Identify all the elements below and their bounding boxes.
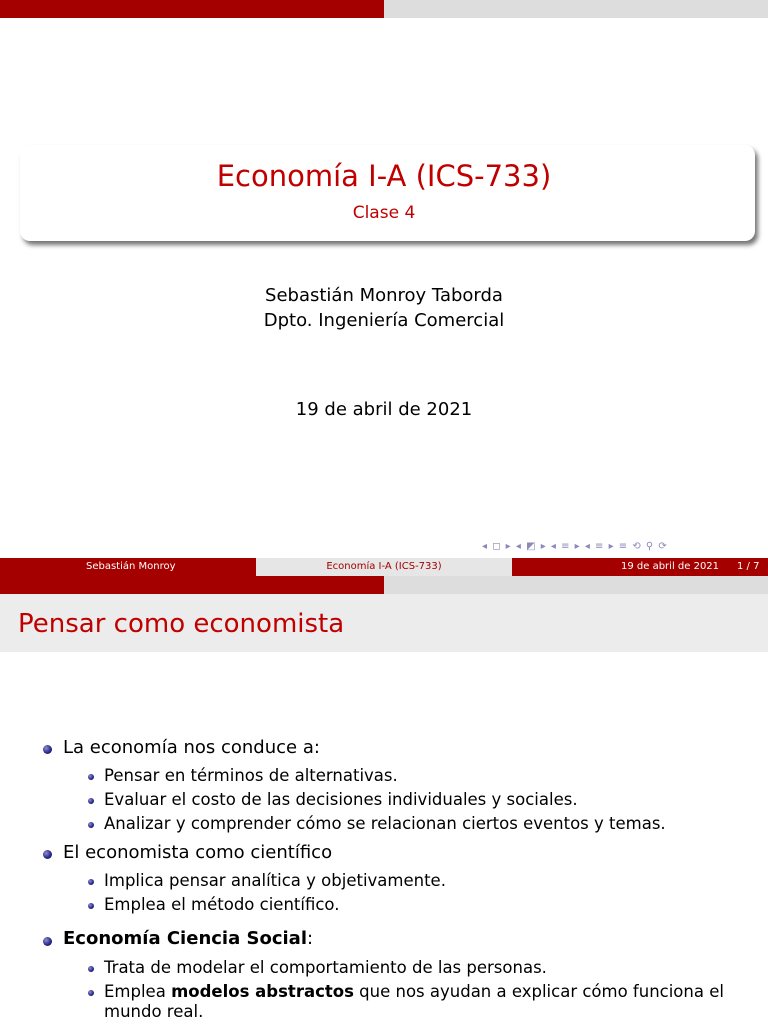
footer-author: Sebastián Monroy [86,561,176,572]
author-name: Sebastián Monroy Taborda [265,285,503,306]
bullet-icon [43,937,52,946]
header-bar-red [0,576,384,594]
bullet-icon [43,850,52,859]
header-bar-grey [384,0,768,18]
list-item: El economista como científico [63,842,333,863]
footer-author-segment [0,558,256,576]
author-institute: Dpto. Ingeniería Comercial [263,310,505,331]
sub-bullet-icon [88,903,94,909]
sub-list-item [104,982,724,1001]
sub-list-item-continuation: mundo real. [104,1002,204,1021]
header-bar-grey [384,576,768,594]
slide-footer [0,558,768,576]
sub-list-item: Emplea el método científico. [104,895,340,914]
header-bar-red [0,0,384,18]
beamer-navigation-icons[interactable]: ◂ ◻ ▸ ◂ ◩ ▸ ◂ ≡ ▸ ◂ ≡ ▸ ≡ ⟲ ⚲ ⟳ [482,541,668,552]
text-after: que nos ayudan a explicar cómo funciona el [353,982,724,1001]
author-block [0,283,768,333]
presentation-date: 19 de abril de 2021 [295,399,473,420]
bold-term: modelos abstractos [171,982,354,1001]
footer-title: Economía I-A (ICS-733) [326,561,442,572]
text-before: Emplea [104,982,172,1001]
footer-page-number: 1 / 7 [737,561,760,572]
sub-list-item: Pensar en términos de alternativas. [104,766,398,785]
frame-title: Pensar como economista [18,609,345,639]
sub-list-item: Implica pensar analítica y objetivamente. [104,871,446,890]
sub-list-item: Evaluar el costo de las decisiones individuales y sociales. [104,790,578,809]
bullet-icon [43,745,52,754]
slide-title: Economía I-A (ICS-733) [216,159,552,193]
sub-bullet-icon [88,879,94,885]
list-item [63,928,313,949]
sub-bullet-icon [88,990,94,996]
footer-title-segment [256,558,512,576]
sub-list-item: Analizar y comprender cómo se relacionan ciertos eventos y temas. [104,814,666,833]
slide-subtitle: Clase 4 [352,203,416,223]
sub-bullet-icon [88,822,94,828]
sub-bullet-icon [88,966,94,972]
sub-bullet-icon [88,774,94,780]
colon: : [307,928,314,949]
sub-bullet-icon [88,798,94,804]
list-item: La economía nos conduce a: [63,737,320,758]
bold-term: Economía Ciencia Social [63,928,307,949]
footer-date: 19 de abril de 2021 [621,561,720,572]
footer-date-segment [512,558,768,576]
frame-title-bar [0,594,768,652]
sub-list-item: Trata de modelar el comportamiento de las personas. [104,958,547,977]
slide2-header-bar [0,576,768,594]
slide1-header-bar [0,0,768,18]
